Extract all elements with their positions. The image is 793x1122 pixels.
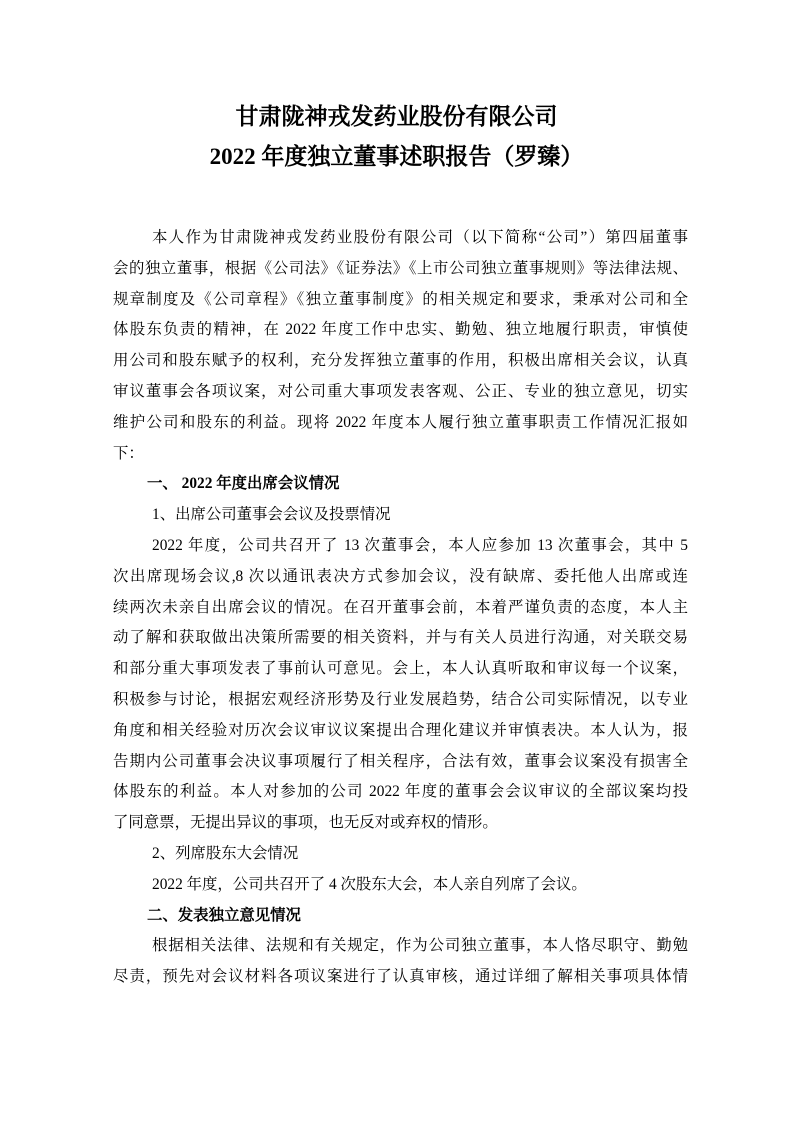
document-body xyxy=(113,223,688,993)
document-text-line: 一、 2022 年度出席会议情况 xyxy=(147,475,340,493)
document-text-line: 下： xyxy=(113,444,144,462)
document-text-line: 会的独立董事，根据《公司法》《证券法》《上市公司独立董事规则》等法律法规、 xyxy=(113,259,688,277)
document-text-line: 告期内公司董事会决议事项履行了相关程序，合法有效，董事会议案没有损害全 xyxy=(113,752,688,770)
document-text-line: 维护公司和股东的利益。现将 2022 年度本人履行独立董事职责工作情况汇报如 xyxy=(113,413,688,431)
document-text-line: 2022 年度，公司共召开了 4 次股东大会，本人亲自列席了会议。 xyxy=(152,875,587,893)
document-text-line: 尽责，预先对会议材料各项议案进行了认真审核，通过详细了解相关事项具体情 xyxy=(113,968,688,986)
document-text-line: 动了解和获取做出决策所需要的相关资料，并与有关人员进行沟通，对关联交易 xyxy=(113,629,688,647)
document-text-line: 2022 年度，公司共召开了 13 次董事会，本人应参加 13 次董事会，其中 5 xyxy=(152,536,688,554)
document-text-line: 规章制度及《公司章程》《独立董事制度》的相关规定和要求，秉承对公司和全 xyxy=(113,290,688,308)
document-text-line: 次出席现场会议,8 次以通讯表决方式参加会议，没有缺席、委托他人出席或连 xyxy=(113,567,688,585)
document-text-line: 了同意票，无提出异议的事项，也无反对或弃权的情形。 xyxy=(113,814,498,832)
document-text-line: 续两次未亲自出席会议的情况。在召开董事会前，本着严谨负责的态度，本人主 xyxy=(113,598,688,616)
document-text-line: 用公司和股东赋予的权利，充分发挥独立董事的作用，积极出席相关会议，认真 xyxy=(113,352,688,370)
document-text-line: 角度和相关经验对历次会议审议议案提出合理化建议并审慎表决。本人认为，报 xyxy=(113,721,688,739)
document-text-line: 积极参与讨论，根据宏观经济形势及行业发展趋势，结合公司实际情况，以专业 xyxy=(113,690,688,708)
document-title-line: 2022 年度独立董事述职报告（罗臻） xyxy=(209,144,584,169)
document-text-line: 1、出席公司董事会会议及投票情况 xyxy=(152,506,391,524)
document-title-line: 甘肃陇神戎发药业股份有限公司 xyxy=(235,104,558,129)
document-text-line: 和部分重大事项发表了事前认可意见。会上，本人认真听取和审议每一个议案， xyxy=(113,660,688,678)
document-text-line: 本人作为甘肃陇神戎发药业股份有限公司（以下简称“公司”）第四届董事 xyxy=(152,229,688,246)
document-text-line: 2、列席股东大会情况 xyxy=(152,844,299,862)
document-text-line: 审议董事会各项议案，对公司重大事项发表客观、公正、专业的独立意见，切实 xyxy=(113,382,688,400)
document-text-line: 二、发表独立意见情况 xyxy=(147,906,301,924)
document-title xyxy=(0,0,793,177)
document-text-line: 体股东负责的精神，在 2022 年度工作中忠实、勤勉、独立地履行职责，审慎使 xyxy=(113,321,688,339)
document-text-line: 体股东的利益。本人对参加的公司 2022 年度的董事会会议审议的全部议案均投 xyxy=(113,783,688,801)
document-text-line: 根据相关法律、法规和有关规定，作为公司独立董事，本人恪尽职守、勤勉 xyxy=(152,937,688,955)
